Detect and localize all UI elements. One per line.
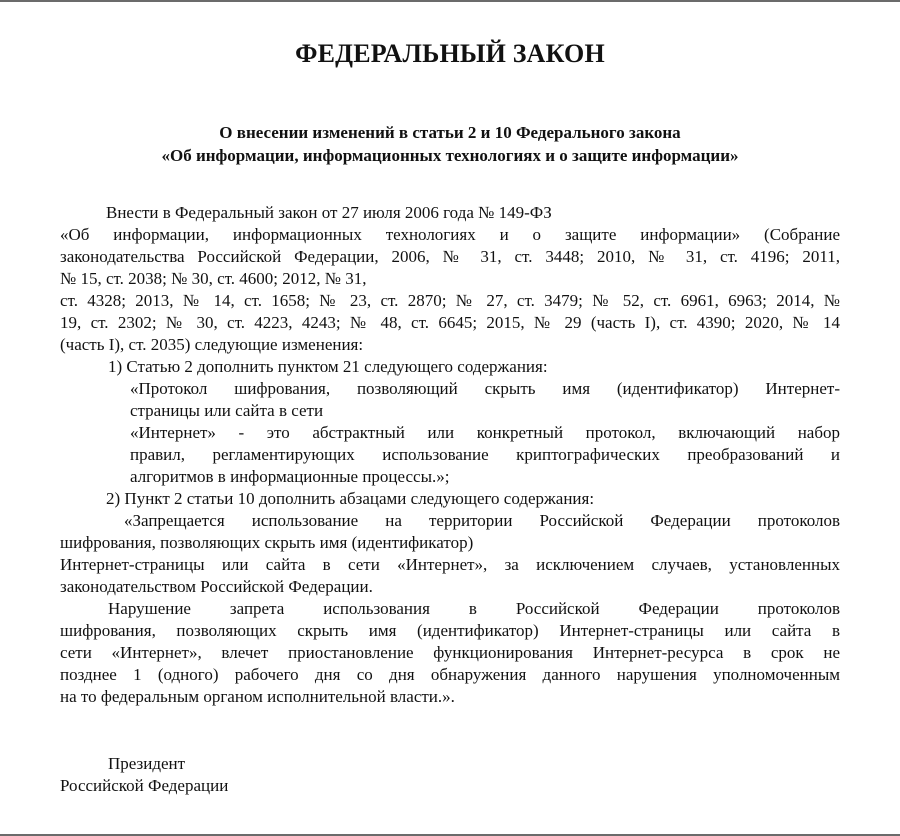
body-line: № 15, ст. 2038; № 30, ст. 4600; 2012, № 31,	[60, 269, 367, 288]
body-line: законодательства Российской Федерации, 2006, № 31, ст. 3448; 2010, № 31, ст. 4196; 2011,	[60, 247, 840, 266]
subtitle-line-1: О внесении изменений в статьи 2 и 10 Федерального закона	[219, 123, 681, 142]
signature-country: Российской Федерации	[60, 776, 229, 795]
body-line: (часть I), ст. 2035) следующие изменения:	[60, 335, 364, 354]
quote-line: страницы или сайта в сети	[130, 401, 324, 420]
quote-line: «Протокол шифрования, позволяющий скрыть имя (идентификатор) Интернет-	[130, 379, 840, 398]
quote-line: «Запрещается использование на территории Российской Федерации протоколов	[124, 511, 840, 530]
body-line: законодательством Российской Федерации.	[60, 577, 373, 596]
top-border	[0, 0, 900, 2]
signature-post: Президент	[108, 754, 186, 773]
body-line: шифрования, позволяющих скрыть имя (идентификатор)	[60, 533, 474, 552]
quote-line: «Интернет» - это абстрактный или конкретный протокол, включающий набор	[130, 423, 840, 442]
body-line: позднее 1 (одного) рабочего дня со дня обнаружения данного нарушения уполномоченным	[60, 665, 840, 684]
list-item-1: 1) Статью 2 дополнить пунктом 21 следующего содержания:	[108, 357, 548, 376]
quote-line: алгоритмов в информационные процессы.»;	[130, 467, 450, 486]
body-line: ст. 4328; 2013, № 14, ст. 1658; № 23, ст. 2870; № 27, ст. 3479; № 52, ст. 6961, 6963; 2014, №	[60, 291, 840, 310]
body-line: 19, ст. 2302; № 30, ст. 4223, 4243; № 48, ст. 6645; 2015, № 29 (часть I), ст. 4390; 2020, № 14	[60, 313, 840, 332]
signature-block	[60, 753, 228, 797]
body-line: Внести в Федеральный закон от 27 июля 2006 года № 149-ФЗ	[106, 203, 552, 222]
body-line: на то федеральным органом исполнительной власти.».	[60, 687, 455, 706]
body-line: сети «Интернет», влечет приостановление функционирования Интернет-ресурса в срок не	[60, 643, 840, 662]
document-body	[60, 202, 840, 708]
body-line: Интернет-страницы или сайта в сети «Интернет», за исключением случаев, установленных	[60, 555, 840, 574]
subtitle-line-2: «Об информации, информационных технологиях и о защите информации»	[161, 146, 739, 165]
body-line: Нарушение запрета использования в Российской Федерации протоколов	[108, 599, 840, 618]
body-line: «Об информации, информационных технологиях и о защите информации» (Собрание	[60, 225, 840, 244]
list-item-2: 2) Пункт 2 статьи 10 дополнить абзацами следующего содержания:	[106, 489, 595, 508]
body-line: шифрования, позволяющих скрыть имя (идентификатор) Интернет-страницы или сайта в	[60, 621, 840, 640]
document-title: ФЕДЕРАЛЬНЫЙ ЗАКОН	[295, 39, 605, 68]
document-subtitle	[60, 121, 840, 167]
quote-line: правил, регламентирующих использование криптографических преобразований и	[130, 445, 840, 464]
